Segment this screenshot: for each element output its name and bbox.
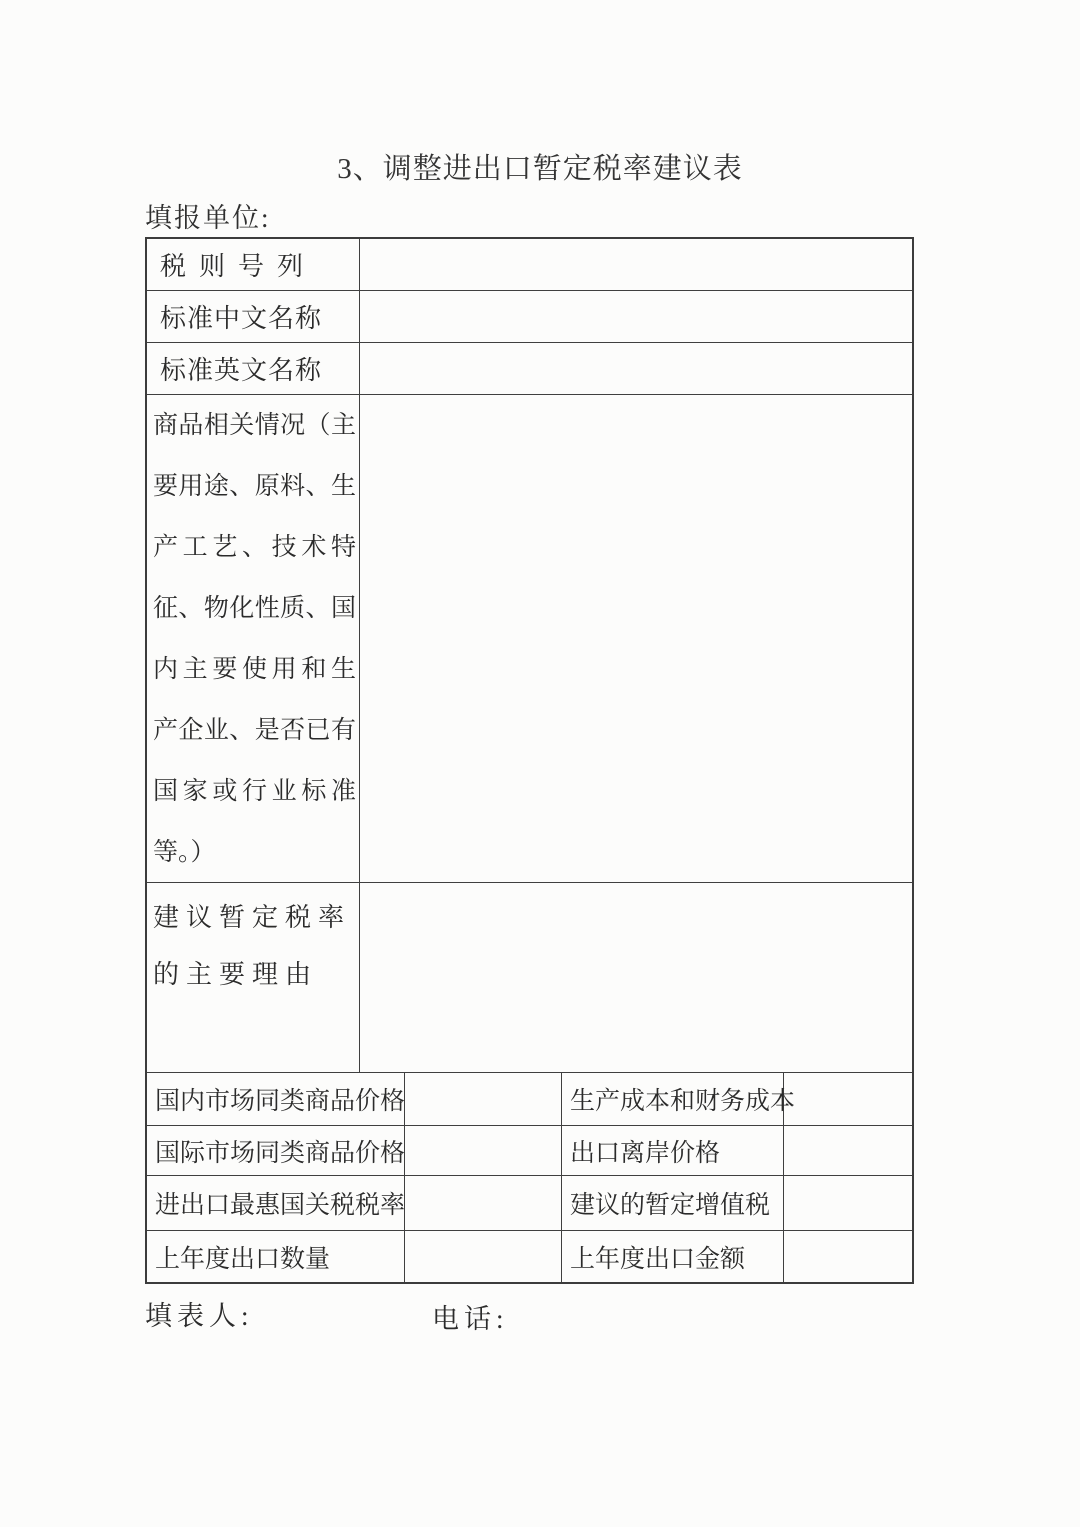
- domestic-market-price-label-cell: 国内市场同类商品价格: [147, 1073, 405, 1126]
- table-top-section: [147, 239, 912, 1073]
- product-info-label-line: 内主要使用和生: [153, 656, 356, 683]
- form-filler-label: 填表人:: [145, 1301, 254, 1331]
- international-market-price-input-cell: [405, 1126, 562, 1176]
- international-market-price-label-cell: 国际市场同类商品价格: [147, 1126, 405, 1176]
- footer: [0, 1294, 1080, 1334]
- reason-input-cell: [360, 883, 912, 1073]
- chinese-name-input-cell: [360, 291, 912, 343]
- production-finance-cost-input-cell: [784, 1073, 912, 1126]
- tariff-code-label: 税则号列: [160, 252, 317, 281]
- proposed-vat-label-cell: 建议的暂定增值税: [562, 1176, 784, 1231]
- product-info-label-line: 商品相关情况（主: [153, 412, 356, 439]
- english-name-label-cell: [147, 343, 360, 395]
- product-info-label-cell: [147, 395, 360, 883]
- tariff-proposal-table: [145, 237, 914, 1284]
- product-info-label-line: 等。）: [153, 839, 216, 866]
- chinese-name-label-cell: [147, 291, 360, 343]
- product-info-label-line: 产企业、是否已有: [153, 717, 356, 744]
- tariff-code-input-cell: [360, 239, 912, 291]
- english-name-label: 标准英文名称: [160, 356, 323, 385]
- product-info-label-line: 国家或行业标准: [153, 778, 356, 805]
- last-year-export-qty-input-cell: [405, 1231, 562, 1282]
- reason-label-line: 的主要理由: [153, 960, 319, 989]
- phone-label: 电话:: [432, 1304, 509, 1334]
- domestic-market-price-input-cell: [405, 1073, 562, 1126]
- last-year-export-amount-label-cell: 上年度出口金额: [562, 1231, 784, 1282]
- table-bottom-section: [147, 1073, 912, 1282]
- tariff-code-label-cell: [147, 239, 360, 291]
- reason-label-cell: [147, 883, 360, 1073]
- product-info-label-line: 要用途、原料、生: [153, 473, 356, 500]
- production-finance-cost-label-cell: 生产成本和财务成本: [562, 1073, 784, 1126]
- english-name-input-cell: [360, 343, 912, 395]
- reporting-unit-label: 填报单位:: [145, 203, 271, 233]
- mfn-tariff-rate-input-cell: [405, 1176, 562, 1231]
- fob-price-label-cell: 出口离岸价格: [562, 1126, 784, 1176]
- reason-label-line: 建议暂定税率: [153, 903, 352, 932]
- product-info-input-cell: [360, 395, 912, 883]
- mfn-tariff-rate-label-cell: 进出口最惠国关税税率: [147, 1176, 405, 1231]
- proposed-vat-input-cell: [784, 1176, 912, 1231]
- product-info-label-line: 产工艺、技术特: [153, 534, 356, 561]
- page-title: 3、调整进出口暂定税率建议表: [337, 153, 743, 185]
- last-year-export-amount-input-cell: [784, 1231, 912, 1282]
- product-info-label-line: 征、物化性质、国: [153, 595, 356, 622]
- chinese-name-label: 标准中文名称: [160, 304, 323, 333]
- fob-price-input-cell: [784, 1126, 912, 1176]
- last-year-export-qty-label-cell: 上年度出口数量: [147, 1231, 405, 1282]
